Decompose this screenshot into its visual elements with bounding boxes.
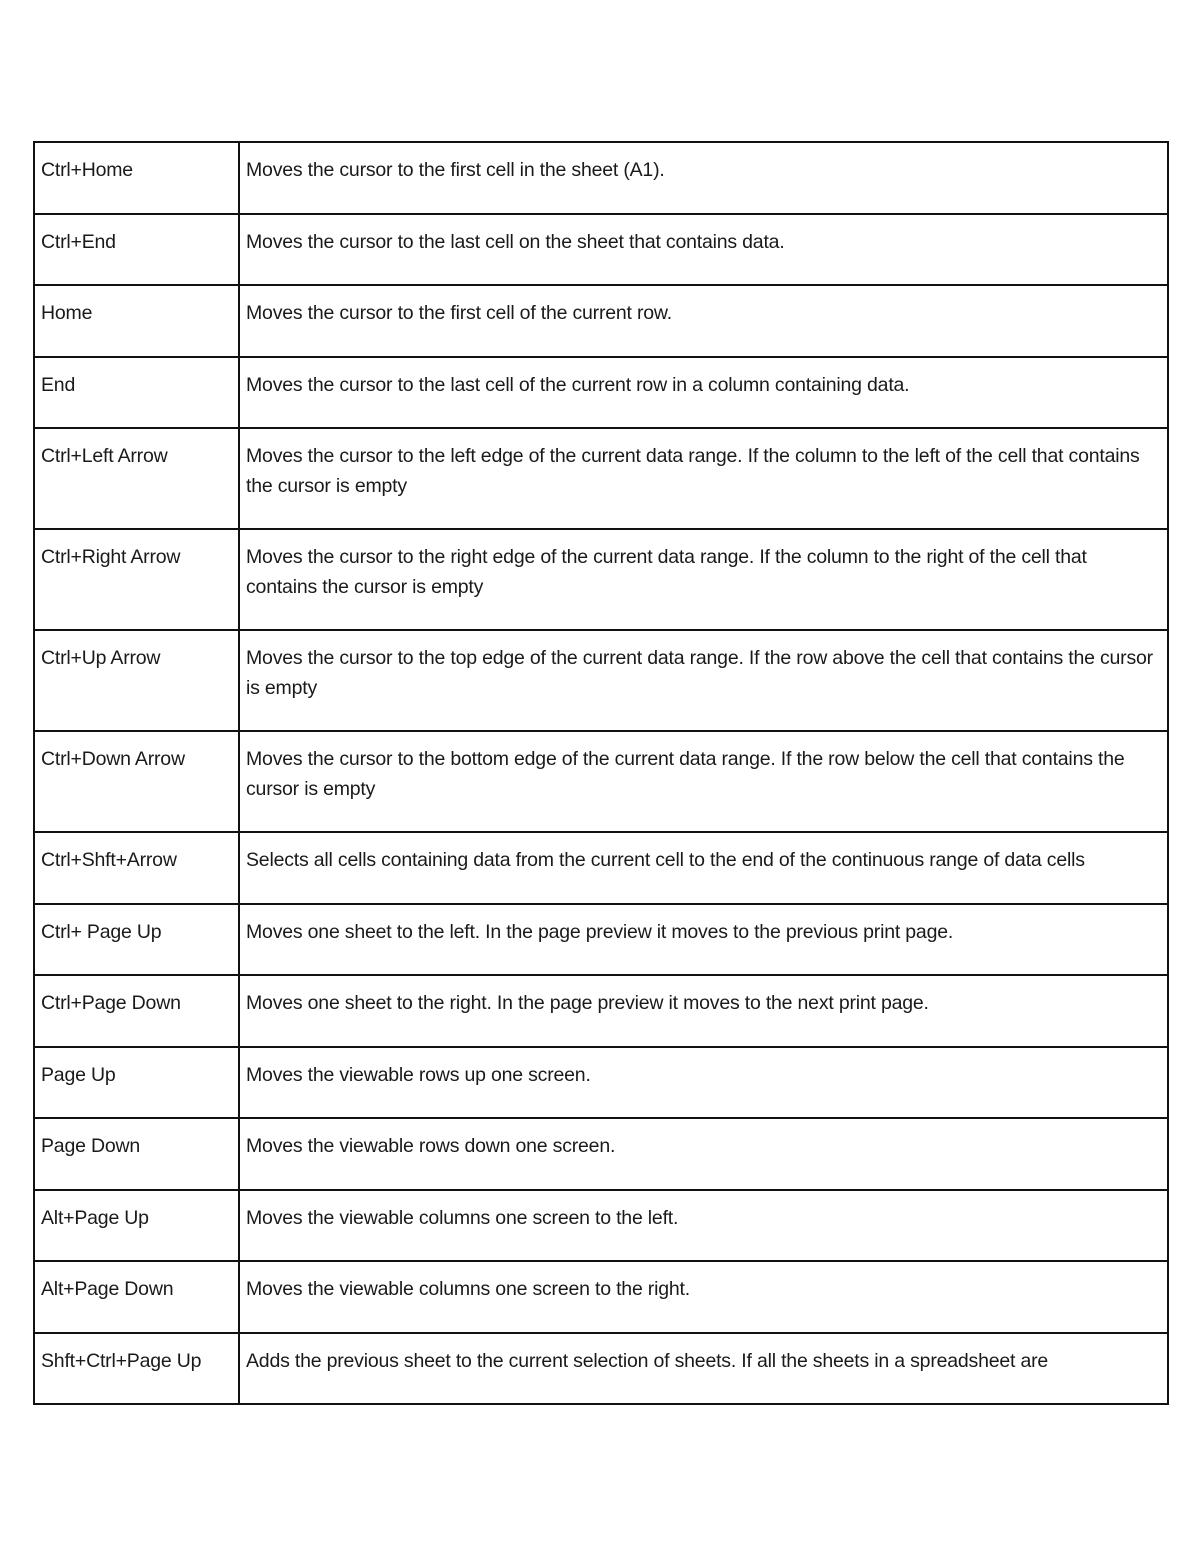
shortcut-description-cell: Moves the cursor to the last cell on the sheet that contains data.: [239, 214, 1168, 286]
table-row: [34, 731, 1168, 832]
table-row: [34, 142, 1168, 214]
shortcut-description-cell: Moves the cursor to the first cell of the current row.: [239, 285, 1168, 357]
shortcut-key-cell: Ctrl+Page Down: [34, 975, 239, 1047]
shortcut-key-cell: Page Up: [34, 1047, 239, 1119]
shortcut-description-cell: Moves the viewable rows down one screen.: [239, 1118, 1168, 1190]
shortcut-description-cell: Moves the cursor to the first cell in the sheet (A1).: [239, 142, 1168, 214]
table-row: [34, 1333, 1168, 1405]
table-row: [34, 630, 1168, 731]
shortcut-key-cell: Ctrl+End: [34, 214, 239, 286]
shortcut-key-cell: Ctrl+Home: [34, 142, 239, 214]
shortcut-description-cell: Moves the cursor to the last cell of the current row in a column containing data.: [239, 357, 1168, 429]
shortcut-key-cell: Alt+Page Up: [34, 1190, 239, 1262]
table-row: [34, 428, 1168, 529]
shortcut-key-cell: Ctrl+Shft+Arrow: [34, 832, 239, 904]
shortcut-description-cell: Moves the viewable columns one screen to the right.: [239, 1261, 1168, 1333]
shortcut-key-cell: Ctrl+Right Arrow: [34, 529, 239, 630]
table-row: [34, 529, 1168, 630]
shortcut-key-cell: Ctrl+Up Arrow: [34, 630, 239, 731]
shortcut-key-cell: Ctrl+Down Arrow: [34, 731, 239, 832]
shortcut-description-cell: Moves the cursor to the left edge of the current data range. If the column to the left of the cell that contains the cursor is empty: [239, 428, 1168, 529]
shortcut-description-cell: Moves the viewable columns one screen to the left.: [239, 1190, 1168, 1262]
shortcut-description-cell: Moves the cursor to the right edge of the current data range. If the column to the right of the cell that contains the cursor is empty: [239, 529, 1168, 630]
shortcut-description-cell: Selects all cells containing data from the current cell to the end of the continuous range of data cells: [239, 832, 1168, 904]
shortcut-key-cell: Page Down: [34, 1118, 239, 1190]
table-row: [34, 357, 1168, 429]
table-row: [34, 1047, 1168, 1119]
shortcut-description-cell: Moves one sheet to the right. In the page preview it moves to the next print page.: [239, 975, 1168, 1047]
shortcut-key-cell: Ctrl+Left Arrow: [34, 428, 239, 529]
table-row: [34, 214, 1168, 286]
shortcut-description-cell: Moves the viewable rows up one screen.: [239, 1047, 1168, 1119]
shortcut-key-cell: Home: [34, 285, 239, 357]
shortcuts-table: [33, 141, 1169, 1405]
shortcuts-table-body: [34, 142, 1168, 1404]
table-row: [34, 1190, 1168, 1262]
table-row: [34, 1261, 1168, 1333]
table-row: [34, 904, 1168, 976]
shortcut-key-cell: Shft+Ctrl+Page Up: [34, 1333, 239, 1405]
table-row: [34, 285, 1168, 357]
table-row: [34, 1118, 1168, 1190]
shortcut-description-cell: Moves the cursor to the top edge of the current data range. If the row above the cell that contains the cursor is empty: [239, 630, 1168, 731]
shortcut-key-cell: Alt+Page Down: [34, 1261, 239, 1333]
shortcut-description-cell: Adds the previous sheet to the current selection of sheets. If all the sheets in a spreadsheet are: [239, 1333, 1168, 1405]
document-page: [33, 141, 1167, 1405]
table-row: [34, 975, 1168, 1047]
shortcut-description-cell: Moves one sheet to the left. In the page preview it moves to the previous print page.: [239, 904, 1168, 976]
table-row: [34, 832, 1168, 904]
shortcut-description-cell: Moves the cursor to the bottom edge of the current data range. If the row below the cell that contains the cursor is empty: [239, 731, 1168, 832]
shortcut-key-cell: Ctrl+ Page Up: [34, 904, 239, 976]
shortcut-key-cell: End: [34, 357, 239, 429]
